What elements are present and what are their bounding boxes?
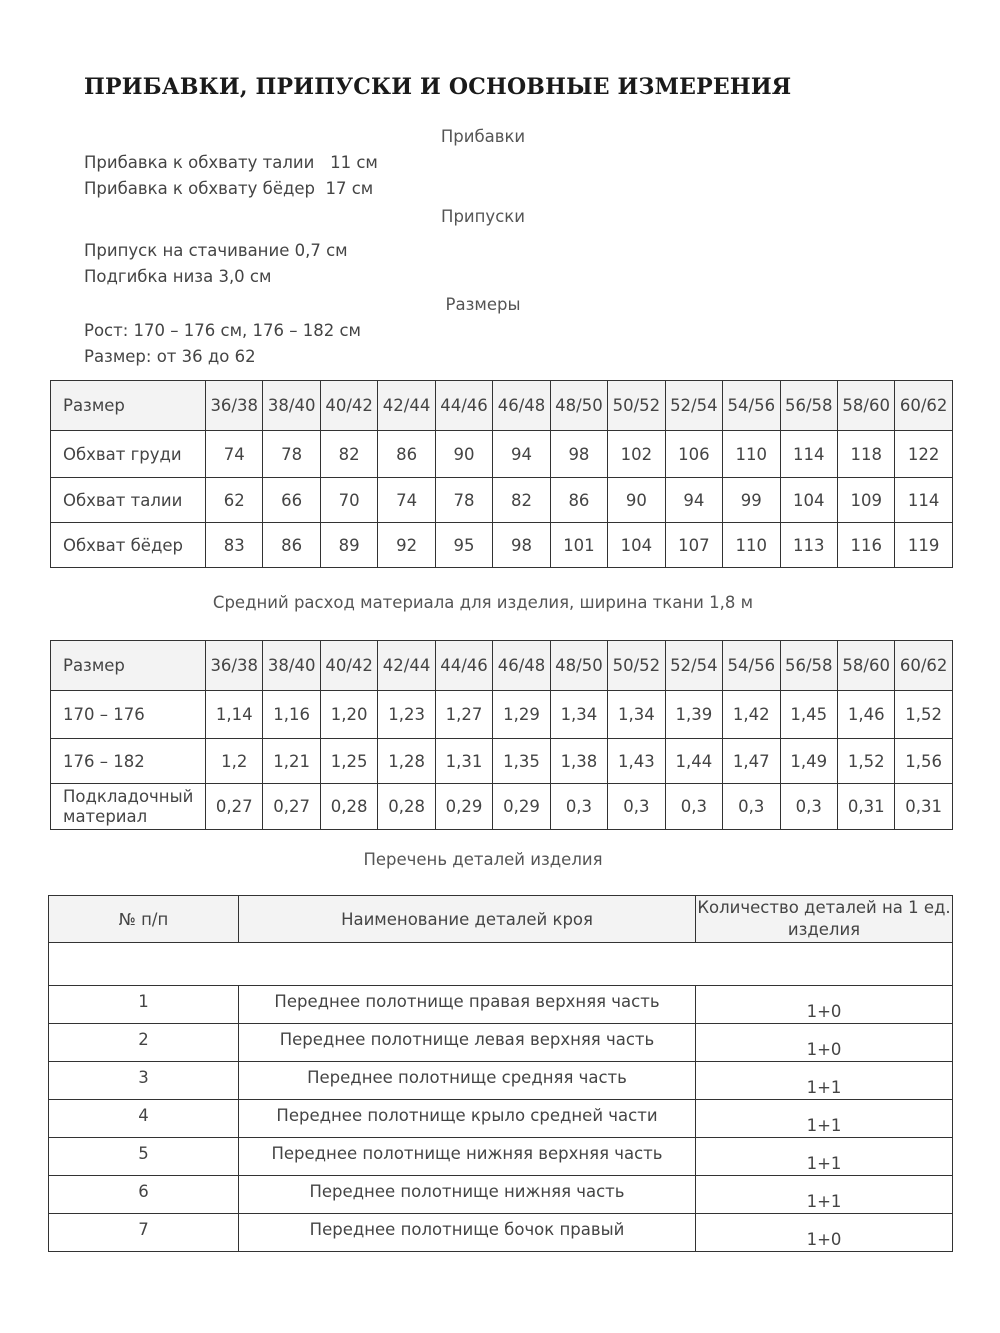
value-cell: 90 bbox=[608, 478, 665, 523]
value-cell: 102 bbox=[608, 431, 665, 478]
part-quantity: 1+1 bbox=[696, 1062, 953, 1100]
value-cell: 66 bbox=[263, 478, 320, 523]
value-cell: 0,29 bbox=[435, 784, 492, 830]
value-cell: 86 bbox=[263, 523, 320, 568]
size-column-header: 42/44 bbox=[378, 381, 435, 431]
value-cell: 74 bbox=[378, 478, 435, 523]
value-cell: 83 bbox=[206, 523, 263, 568]
parts-row bbox=[49, 986, 953, 1024]
size-column-header: 46/48 bbox=[493, 641, 550, 691]
part-number: 1 bbox=[49, 986, 239, 1024]
value-cell: 95 bbox=[435, 523, 492, 568]
value-cell: 1,43 bbox=[608, 739, 665, 784]
value-cell: 1,38 bbox=[550, 739, 607, 784]
value-cell: 0,3 bbox=[550, 784, 607, 830]
size-column-header: 50/52 bbox=[608, 381, 665, 431]
size-column-header: 60/62 bbox=[895, 641, 952, 691]
part-name: Переднее полотнище бочок правый bbox=[239, 1214, 696, 1252]
header-quantity: Количество деталей на 1 ед. изделия bbox=[696, 896, 953, 943]
part-name: Переднее полотнище нижняя верхняя часть bbox=[239, 1138, 696, 1176]
value-cell: 98 bbox=[550, 431, 607, 478]
consumption-header-row bbox=[51, 641, 953, 691]
value-cell: 106 bbox=[665, 431, 722, 478]
row-label: Подкладочный материал bbox=[51, 784, 206, 830]
consumption-row bbox=[51, 691, 953, 739]
value-cell: 101 bbox=[550, 523, 607, 568]
seam-line: Подгибка низа 3,0 см bbox=[84, 267, 272, 286]
part-name: Переднее полотнище нижняя часть bbox=[239, 1176, 696, 1214]
value-cell: 70 bbox=[320, 478, 377, 523]
value-cell: 1,34 bbox=[608, 691, 665, 739]
size-line: Рост: 170 – 176 см, 176 – 182 см bbox=[84, 321, 362, 340]
consumption-row bbox=[51, 739, 953, 784]
empty-cell bbox=[49, 943, 953, 986]
size-column-header: 38/40 bbox=[263, 381, 320, 431]
size-line: Размер: от 36 до 62 bbox=[84, 347, 256, 366]
part-number: 5 bbox=[49, 1138, 239, 1176]
row-label: Обхват талии bbox=[51, 478, 206, 523]
part-number: 7 bbox=[49, 1214, 239, 1252]
value-cell: 107 bbox=[665, 523, 722, 568]
size-column-header: 56/58 bbox=[780, 641, 837, 691]
value-cell: 92 bbox=[378, 523, 435, 568]
parts-row bbox=[49, 1176, 953, 1214]
value-cell: 0,27 bbox=[263, 784, 320, 830]
value-cell: 86 bbox=[550, 478, 607, 523]
value-cell: 1,25 bbox=[320, 739, 377, 784]
value-cell: 110 bbox=[723, 523, 780, 568]
value-cell: 119 bbox=[895, 523, 952, 568]
parts-spacer-row bbox=[49, 943, 953, 986]
value-cell: 74 bbox=[206, 431, 263, 478]
row-label: Обхват груди bbox=[51, 431, 206, 478]
value-cell: 86 bbox=[378, 431, 435, 478]
size-column-header: 56/58 bbox=[780, 381, 837, 431]
value-cell: 1,44 bbox=[665, 739, 722, 784]
header-size-label: Размер bbox=[51, 381, 206, 431]
measurements-row bbox=[51, 523, 953, 568]
value-cell: 1,49 bbox=[780, 739, 837, 784]
row-label: 176 – 182 bbox=[51, 739, 206, 784]
value-cell: 1,45 bbox=[780, 691, 837, 739]
parts-table bbox=[48, 895, 953, 1252]
value-cell: 0,31 bbox=[895, 784, 952, 830]
measurements-row bbox=[51, 431, 953, 478]
value-cell: 109 bbox=[837, 478, 894, 523]
value-cell: 1,47 bbox=[723, 739, 780, 784]
measurements-row bbox=[51, 478, 953, 523]
value-cell: 78 bbox=[435, 478, 492, 523]
size-column-header: 40/42 bbox=[320, 641, 377, 691]
allowance-line: Прибавка к обхвату талии 11 см bbox=[84, 153, 378, 172]
seam-line: Припуск на стачивание 0,7 см bbox=[84, 241, 348, 260]
value-cell: 0,3 bbox=[723, 784, 780, 830]
value-cell: 0,3 bbox=[665, 784, 722, 830]
row-label: 170 – 176 bbox=[51, 691, 206, 739]
size-column-header: 52/54 bbox=[665, 641, 722, 691]
parts-caption: Перечень деталей изделия bbox=[363, 850, 603, 869]
row-label: Обхват бёдер bbox=[51, 523, 206, 568]
measurements-header-row bbox=[51, 381, 953, 431]
value-cell: 0,28 bbox=[320, 784, 377, 830]
value-cell: 82 bbox=[493, 478, 550, 523]
value-cell: 1,20 bbox=[320, 691, 377, 739]
size-column-header: 48/50 bbox=[550, 641, 607, 691]
parts-row bbox=[49, 1138, 953, 1176]
value-cell: 0,28 bbox=[378, 784, 435, 830]
size-column-header: 50/52 bbox=[608, 641, 665, 691]
value-cell: 1,56 bbox=[895, 739, 952, 784]
part-quantity: 1+1 bbox=[696, 1138, 953, 1176]
parts-row bbox=[49, 1214, 953, 1252]
part-name: Переднее полотнище крыло средней части bbox=[239, 1100, 696, 1138]
parts-header-row bbox=[49, 896, 953, 943]
part-name: Переднее полотнище правая верхняя часть bbox=[239, 986, 696, 1024]
parts-row bbox=[49, 1024, 953, 1062]
value-cell: 1,52 bbox=[895, 691, 952, 739]
value-cell: 0,27 bbox=[206, 784, 263, 830]
allowances-heading: Прибавки bbox=[440, 127, 526, 146]
part-number: 6 bbox=[49, 1176, 239, 1214]
consumption-caption: Средний расход материала для изделия, ширина ткани 1,8 м bbox=[212, 593, 754, 612]
part-name: Переднее полотнище левая верхняя часть bbox=[239, 1024, 696, 1062]
header-part-name: Наименование деталей кроя bbox=[239, 896, 696, 943]
value-cell: 98 bbox=[493, 523, 550, 568]
allowance-line: Прибавка к обхвату бёдер 17 см bbox=[84, 179, 374, 198]
value-cell: 1,35 bbox=[493, 739, 550, 784]
value-cell: 0,3 bbox=[780, 784, 837, 830]
value-cell: 1,27 bbox=[435, 691, 492, 739]
value-cell: 1,52 bbox=[837, 739, 894, 784]
value-cell: 82 bbox=[320, 431, 377, 478]
value-cell: 1,29 bbox=[493, 691, 550, 739]
value-cell: 0,29 bbox=[493, 784, 550, 830]
part-number: 2 bbox=[49, 1024, 239, 1062]
part-quantity: 1+1 bbox=[696, 1100, 953, 1138]
value-cell: 114 bbox=[895, 478, 952, 523]
value-cell: 1,16 bbox=[263, 691, 320, 739]
value-cell: 89 bbox=[320, 523, 377, 568]
part-number: 3 bbox=[49, 1062, 239, 1100]
sizes-heading: Размеры bbox=[445, 295, 521, 314]
size-column-header: 42/44 bbox=[378, 641, 435, 691]
consumption-row bbox=[51, 784, 953, 830]
value-cell: 1,42 bbox=[723, 691, 780, 739]
value-cell: 0,3 bbox=[608, 784, 665, 830]
value-cell: 1,28 bbox=[378, 739, 435, 784]
value-cell: 104 bbox=[780, 478, 837, 523]
part-number: 4 bbox=[49, 1100, 239, 1138]
size-column-header: 44/46 bbox=[435, 641, 492, 691]
consumption-table bbox=[50, 640, 953, 830]
value-cell: 113 bbox=[780, 523, 837, 568]
part-quantity: 1+0 bbox=[696, 986, 953, 1024]
value-cell: 122 bbox=[895, 431, 952, 478]
value-cell: 0,31 bbox=[837, 784, 894, 830]
size-column-header: 40/42 bbox=[320, 381, 377, 431]
page-title: ПРИБАВКИ, ПРИПУСКИ И ОСНОВНЫЕ ИЗМЕРЕНИЯ bbox=[84, 74, 792, 100]
header-number: № п/п bbox=[49, 896, 239, 943]
size-column-header: 44/46 bbox=[435, 381, 492, 431]
size-column-header: 48/50 bbox=[550, 381, 607, 431]
header-size-label: Размер bbox=[51, 641, 206, 691]
size-column-header: 36/38 bbox=[206, 381, 263, 431]
value-cell: 78 bbox=[263, 431, 320, 478]
part-quantity: 1+0 bbox=[696, 1214, 953, 1252]
value-cell: 62 bbox=[206, 478, 263, 523]
value-cell: 116 bbox=[837, 523, 894, 568]
value-cell: 110 bbox=[723, 431, 780, 478]
value-cell: 90 bbox=[435, 431, 492, 478]
value-cell: 1,39 bbox=[665, 691, 722, 739]
parts-row bbox=[49, 1062, 953, 1100]
value-cell: 1,34 bbox=[550, 691, 607, 739]
part-name: Переднее полотнище средняя часть bbox=[239, 1062, 696, 1100]
size-column-header: 54/56 bbox=[723, 641, 780, 691]
measurements-table bbox=[50, 380, 953, 568]
size-column-header: 58/60 bbox=[837, 381, 894, 431]
size-column-header: 54/56 bbox=[723, 381, 780, 431]
value-cell: 1,31 bbox=[435, 739, 492, 784]
size-column-header: 52/54 bbox=[665, 381, 722, 431]
value-cell: 94 bbox=[493, 431, 550, 478]
value-cell: 1,23 bbox=[378, 691, 435, 739]
value-cell: 94 bbox=[665, 478, 722, 523]
value-cell: 104 bbox=[608, 523, 665, 568]
part-quantity: 1+1 bbox=[696, 1176, 953, 1214]
value-cell: 1,46 bbox=[837, 691, 894, 739]
value-cell: 1,21 bbox=[263, 739, 320, 784]
seams-heading: Припуски bbox=[441, 207, 525, 226]
value-cell: 1,14 bbox=[206, 691, 263, 739]
size-column-header: 58/60 bbox=[837, 641, 894, 691]
value-cell: 118 bbox=[837, 431, 894, 478]
size-column-header: 38/40 bbox=[263, 641, 320, 691]
value-cell: 1,2 bbox=[206, 739, 263, 784]
size-column-header: 60/62 bbox=[895, 381, 952, 431]
value-cell: 114 bbox=[780, 431, 837, 478]
part-quantity: 1+0 bbox=[696, 1024, 953, 1062]
size-column-header: 46/48 bbox=[493, 381, 550, 431]
value-cell: 99 bbox=[723, 478, 780, 523]
size-column-header: 36/38 bbox=[206, 641, 263, 691]
parts-row bbox=[49, 1100, 953, 1138]
